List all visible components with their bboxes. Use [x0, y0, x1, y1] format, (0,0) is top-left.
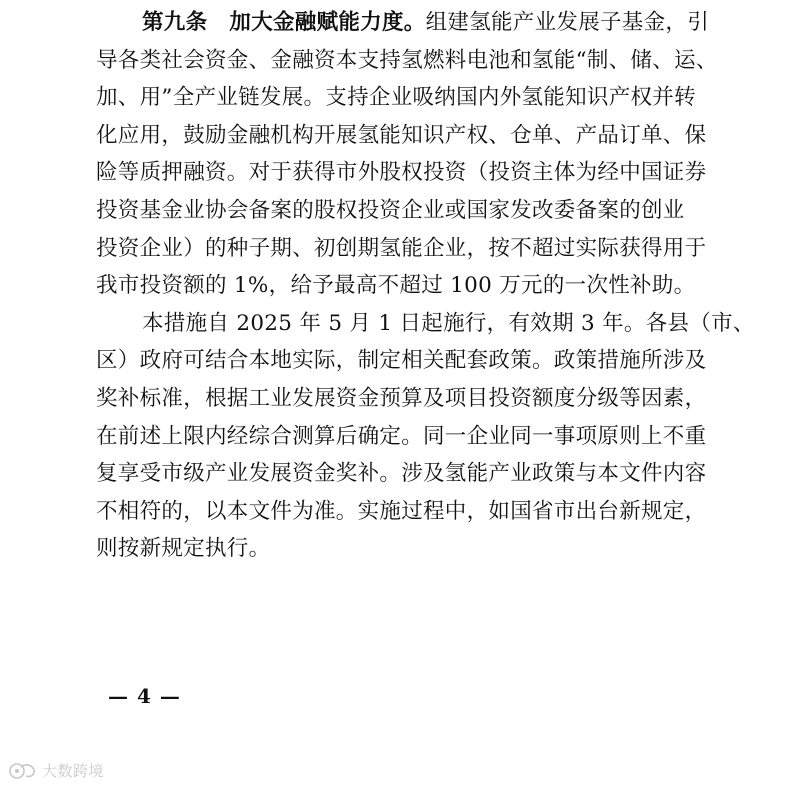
article-line: 险等质押融资。对于获得市外股权投资（投资主体为经中国证券 [96, 160, 707, 186]
closing-line: 则按新规定执行。 [96, 536, 271, 562]
closing-line: 本措施自 2025 年 5 月 1 日起施行，有效期 3 年。各县（市、 [142, 310, 755, 336]
article-line: 化应用，鼓励金融机构开展氢能知识产权、仓单、产品订单、保 [96, 122, 707, 148]
watermark-logo-icon [8, 761, 38, 781]
article-number: 第九条 [142, 10, 208, 35]
closing-line: 奖补标准，根据工业发展资金预算及项目投资额度分级等因素， [96, 385, 707, 411]
article-first-line [96, 4, 710, 42]
article-line: 导各类社会资金、金融资本支持氢燃料电池和氢能“制、储、运、 [96, 47, 718, 73]
article-title: 加大金融赋能力度。 [229, 10, 426, 35]
article-line: 加、用”全产业链发展。支持企业吸纳国内外氢能知识产权并转 [96, 85, 696, 111]
article-line: 组建氢能产业发展子基金，引 [425, 10, 710, 35]
body-text [96, 4, 755, 568]
closing-line: 复享受市级产业发展资金奖补。涉及氢能产业政策与本文件内容 [96, 461, 707, 487]
watermark [8, 760, 104, 781]
article-line: 我市投资额的 1%，给予最高不超过 100 万元的一次性补助。 [96, 273, 696, 299]
watermark-text: 大数跨境 [42, 762, 105, 780]
closing-line: 区）政府可结合本地实际，制定相关配套政策。政策措施所涉及 [96, 348, 707, 374]
page-number: — 4 — [108, 684, 181, 708]
closing-line: 不相符的，以本文件为准。实施过程中，如国省市出台新规定， [96, 498, 707, 524]
article-line: 投资企业）的种子期、初创期氢能企业，按不超过实际获得用于 [96, 235, 707, 261]
closing-line: 在前述上限内经综合测算后确定。同一企业同一事项原则上不重 [96, 423, 707, 449]
article-line: 投资基金业协会备案的股权投资企业或国家发改委备案的创业 [96, 197, 685, 223]
